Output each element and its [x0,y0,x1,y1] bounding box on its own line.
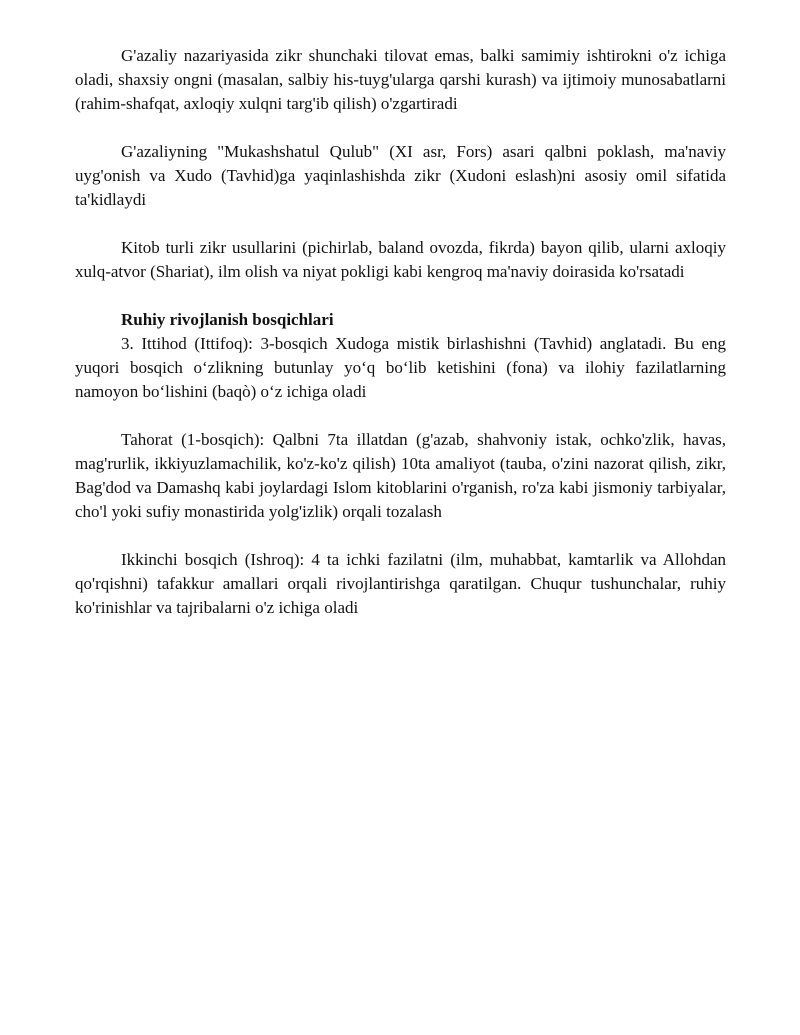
section-spiritual-stages [75,308,726,620]
paragraph-zikr-methods: Kitob turli zikr usullarini (pichirlab, baland ovozda, fikrda) bayon qilib, ularni axloqiy xulq-atvor (Shariat), ilm olish va niyat pokligi kabi kengroq ma'naviy doirasida ko'rsatadi [75,238,726,281]
paragraph-zikr-theory: G'azaliy nazariyasida zikr shunchaki tilovat emas, balki samimiy ishtirokni o'z ichiga oladi, shaxsiy ongni (masalan, salbiy his-tuyg'ularga qarshi kurash) va ijtimoiy munosabatlarni (rahim-shafqat, axloqiy xulqni targ'ib qilish) o'zgartiradi [75,46,726,113]
section-heading: Ruhiy rivojlanish bosqichlari [121,310,334,329]
paragraph-mukashshatul-qulub: G'azaliyning "Mukashshatul Qulub" (XI asr, Fors) asari qalbni poklash, ma'naviy uyg'onish va Xudo (Tavhid)ga yaqinlashishda zikr (Xudoni eslash)ni asosiy omil sifatida ta'kidlaydi [75,142,726,209]
paragraph-ishroq: Ikkinchi bosqich (Ishroq): 4 ta ichki fazilatni (ilm, muhabbat, kamtarlik va Allohdan qo'rqishni) tafakkur amallari orqali rivojlantirishga qaratilgan. Chuqur tushunchalar, ruhiy ko'rinishlar va tajribalarni o'z ichiga oladi [75,550,726,617]
document-page [75,44,726,644]
paragraph-ittihod: 3. Ittihod (Ittifoq): 3-bosqich Xudoga mistik birlashishni (Tavhid) anglatadi. Bu eng yuqori bosqich oʻzlikning butunlay yoʻq boʻlib ketishini (fona) va ilohiy fazilatlarning namoyon boʻlishini (baqò) oʻz ichiga oladi [75,334,726,401]
paragraph-tahorat: Tahorat (1-bosqich): Qalbni 7ta illatdan (g'azab, shahvoniy istak, ochko'zlik, havas, mag'rurlik, ikkiyuzlamachilik, ko'z-ko'z qilish) 10ta amaliyot (tauba, o'zini nazorat qilish, zikr, Bag'dod va Damashq kabi joylardagi Islom kitoblarini o'rganish, ro'za kabi jismoniy tarbiyalar, cho'l yoki sufiy monastirida yolg'izlik) orqali tozalash [75,430,726,521]
